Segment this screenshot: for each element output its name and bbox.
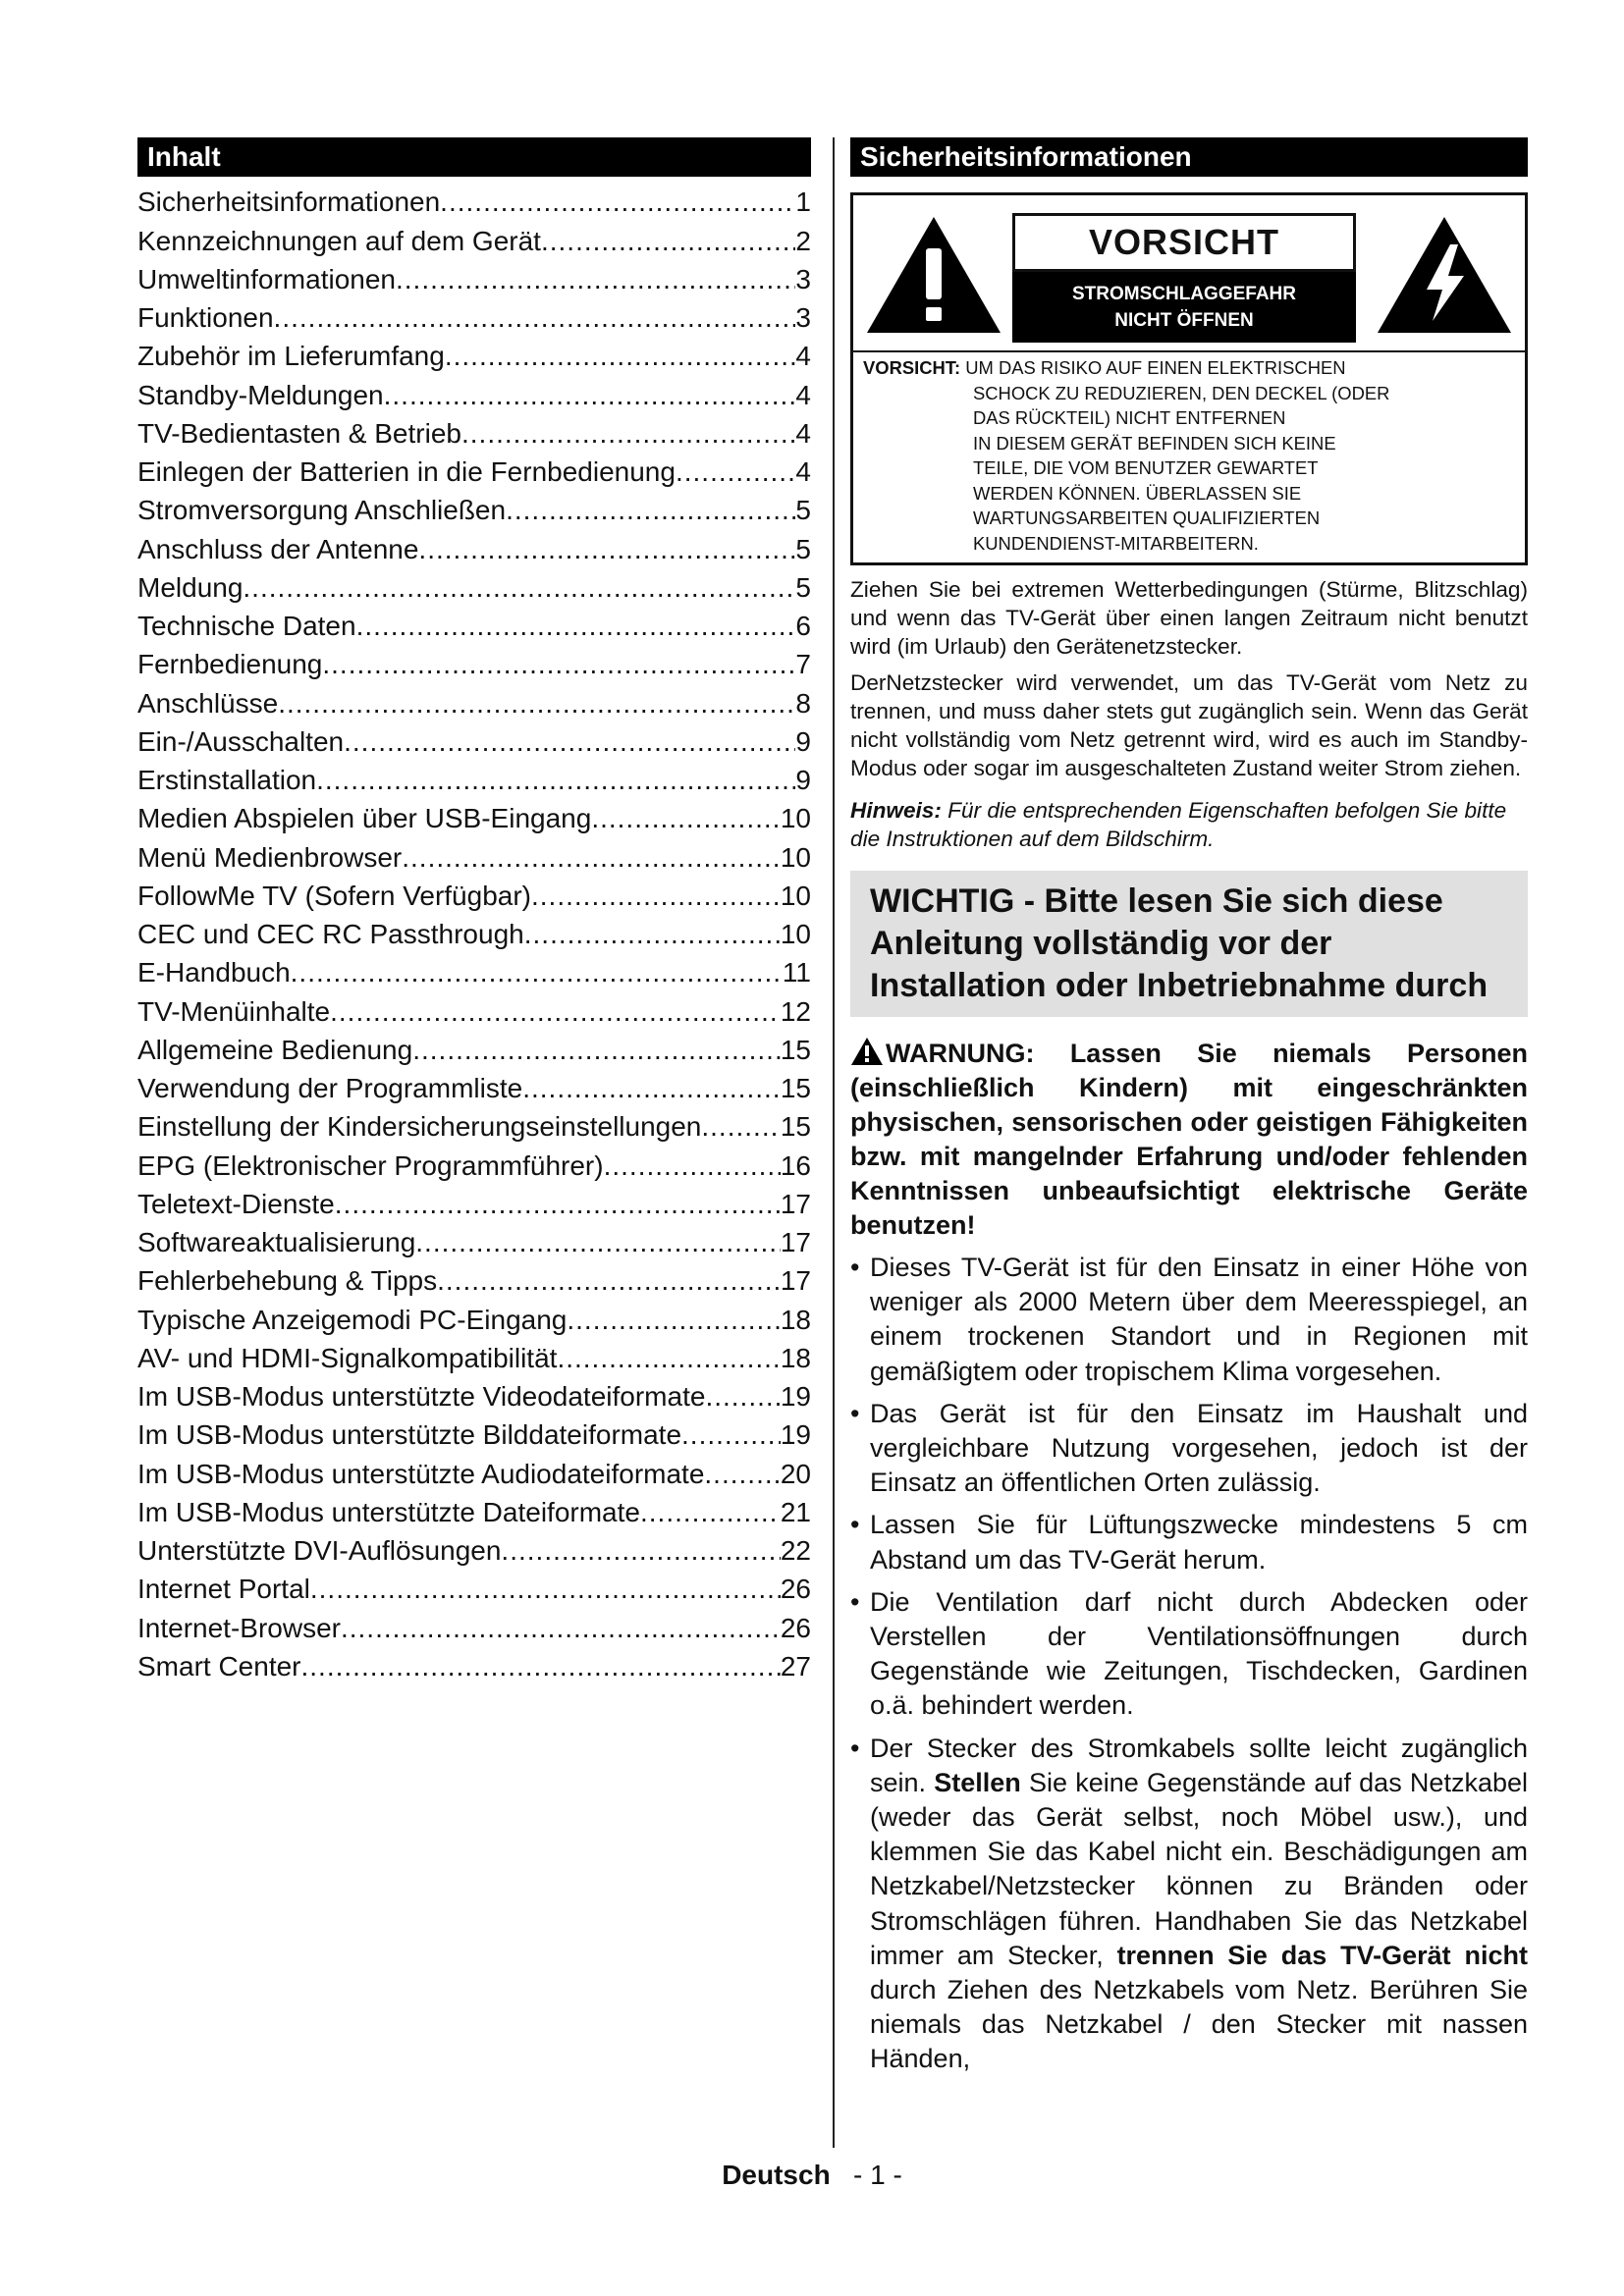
toc-entry [137,1261,811,1300]
toc-entry-title: Meldung [137,571,244,603]
toc-leader-dots [291,953,783,991]
toc-entry [137,1339,811,1377]
toc-entry [137,1107,811,1146]
toc-leader-dots [541,222,795,260]
toc-entry-title: E-Handbuch [137,957,291,988]
caution-sub-line2: NICHT ÖFFNEN [1114,310,1254,331]
caution-rule [853,350,1525,352]
toc-entry-title: Anschluss der Antenne [137,533,419,564]
toc-entry-title: Smart Center [137,1650,301,1682]
toc-entry [137,221,811,259]
footer-page-number: - 1 - [853,2160,902,2190]
toc-leader-dots [418,530,795,568]
toc-entry-page: 17 [780,1188,811,1219]
toc-entry [137,799,811,837]
bullet-text: Sie keine Gegenstände auf das Netzkabel (weder das Gerät selbst, noch Möbel usw.), und klemmen Sie das Kabel nicht ein. Beschädigungen am Netzkabel/Netzstecker können zu Bränden oder Stromschlägen führen. Handhaben Sie das Netzkabel immer am Stecker, [870,1767,1528,1970]
toc-entry-page: 3 [795,263,811,294]
toc-entry [137,722,811,761]
toc-leader-dots [356,607,796,645]
caution-line: SCHOCK ZU REDUZIEREN, DEN DECKEL (ODER [973,382,1390,403]
toc-entry-page: 5 [795,533,811,564]
safety-paragraph: Ziehen Sie bei extremen Wetterbedingungen (Stürme, Blitzschlag) und wenn das TV-Gerät über einen langen Zeitraum nicht benutzt wird (im Urlaub) den Gerätenetzstecker. [850,577,1528,659]
note [850,796,1528,853]
toc-leader-dots [701,1107,780,1146]
caution-line: TEILE, DIE VOM BENUTZER GEWARTET [973,457,1319,478]
toc-entry [137,991,811,1030]
toc-entry-title: Unterstützte DVI-Auflösungen [137,1535,502,1566]
toc-entry-page: 20 [780,1458,811,1489]
caution-title: VORSICHT [1012,213,1356,272]
toc-entry [137,375,811,413]
toc-entry [137,568,811,607]
toc-entry [137,915,811,953]
important-notice: WICHTIG - Bitte lesen Sie sich diese Anleitung vollständig vor der Installation oder Inbetriebnahme durch [850,871,1528,1017]
toc-entry [137,414,811,453]
toc-entry-title: CEC und CEC RC Passthrough [137,919,524,949]
toc-entry [137,260,811,298]
toc-entry-page: 4 [795,379,811,410]
toc-entry-page: 5 [795,571,811,603]
toc-leader-dots [531,877,781,915]
caution-box [850,192,1528,565]
toc-entry [137,1377,811,1415]
toc-entry-title: EPG (Elektronischer Programmführer) [137,1149,604,1181]
toc-entry-page: 6 [795,611,811,641]
safety-paragraph: DerNetzstecker wird verwendet, um das TV-Gerät vom Netz zu trennen, und muss daher stets gut zugänglich sein. Wenn das Gerät nicht vollständig vom Netz getrennt wird, wird es auch im Standby-Modus oder sogar im ausgeschalteten Zustand weiter Strom ziehen. [850,670,1528,780]
toc-entry-title: Technische Daten [137,611,356,641]
caution-line: KUNDENDIENST-MITARBEITERN. [973,532,1259,554]
toc-entry [137,607,811,645]
toc-entry-title: Einlegen der Batterien in die Fernbedienung [137,456,676,487]
toc-entry-page: 10 [780,880,811,911]
toc-entry [137,453,811,491]
toc-entry [137,1223,811,1261]
toc-entry-title: TV-Menüinhalte [137,995,331,1027]
toc-entry-title: Erstinstallation [137,765,317,795]
toc-column [137,137,811,1685]
toc-entry-title: FollowMe TV (Sofern Verfügbar) [137,880,531,911]
toc-entry-title: Typische Anzeigemodi PC-Eingang [137,1304,568,1335]
note-label: Hinweis: [850,798,942,823]
toc-leader-dots [461,414,795,453]
toc-entry-title: Softwareaktualisierung [137,1227,416,1257]
toc-entry-page: 17 [780,1227,811,1257]
toc-leader-dots [445,337,796,375]
safety-bullets [850,1251,1528,2077]
toc-entry-title: Teletext-Dienste [137,1188,335,1219]
toc-leader-dots [335,1185,781,1223]
toc-entry [137,1531,811,1570]
toc-entry-page: 8 [795,687,811,719]
caution-sub-line1: STROMSCHLAGGEFAHR [1072,284,1296,304]
toc-entry-page: 10 [780,803,811,834]
toc-leader-dots [402,838,781,877]
caution-line: IN DIESEM GERÄT BEFINDEN SICH KEINE [973,432,1336,454]
toc-entry-title: Anschlüsse [137,687,279,719]
column-divider [833,137,835,2148]
toc-leader-dots [704,1455,780,1493]
toc-entry-title: Fernbedienung [137,649,323,680]
toc-entry [137,1608,811,1646]
toc-entry-page: 10 [780,919,811,949]
exclamation-warning-icon [865,215,1002,335]
bullet-bold-text: trennen Sie das TV-Gerät nicht [1116,1940,1528,1970]
toc-entry-page: 19 [780,1381,811,1412]
toc-entry-title: Zubehör im Lieferumfang [137,341,445,372]
toc-entry-title: Stromversorgung Anschließen [137,495,507,526]
toc-entry [137,1647,811,1685]
toc-leader-dots [344,722,795,761]
toc-entry-page: 27 [780,1650,811,1682]
safety-column [850,137,1528,2085]
toc-leader-dots [440,183,795,221]
toc-entry-page: 11 [782,957,811,988]
page-footer [0,2156,1624,2195]
safety-header: Sicherheitsinformationen [850,137,1528,177]
toc-entry-page: 7 [795,649,811,680]
toc-entry [137,837,811,876]
footer-language: Deutsch [722,2160,831,2190]
toc-leader-dots [322,645,795,683]
toc-leader-dots [415,1223,781,1261]
toc-entry-page: 15 [780,1073,811,1103]
toc-entry-title: Umweltinformationen [137,263,396,294]
toc-entry-page: 1 [795,187,811,218]
toc-entry [137,1300,811,1338]
toc-entry-title: Im USB-Modus unterstützte Bilddateiformate [137,1419,682,1451]
toc-leader-dots [506,491,795,529]
toc-entry-title: AV- und HDMI-Signalkompatibilität [137,1342,558,1373]
warning-text: WARNUNG: Lassen Sie niemals Personen (einschließlich Kindern) mit eingeschränkten physischen, sensorischen oder geistigen Fähigkeiten bzw. mit mangelnder Erfahrung und/oder fehlenden Kenntnissen unbeaufsichtigt elektrische Geräte benutzen! [850,1039,1528,1240]
toc-entry [137,953,811,991]
toc-entry [137,1493,811,1531]
toc-leader-dots [604,1147,781,1185]
toc-leader-dots [310,1570,781,1608]
toc-entry-page: 9 [795,725,811,757]
caution-line: UM DAS RISIKO AUF EINEN ELEKTRISCHEN [965,357,1346,378]
toc-entry-page: 4 [795,417,811,449]
toc-leader-dots [567,1301,780,1339]
toc-list [137,183,811,1685]
caution-line: DAS RÜCKTEIL) NICHT ENTFERNEN [973,407,1286,428]
toc-entry [137,298,811,337]
warning-triangle-icon [850,1037,884,1066]
caution-text [863,355,1515,556]
toc-entry-title: Ein-/Ausschalten [137,725,345,757]
toc-entry-title: Im USB-Modus unterstützte Dateiformate [137,1496,640,1527]
caution-label [1012,213,1356,343]
toc-leader-dots [557,1339,780,1377]
toc-entry [137,761,811,799]
toc-entry-title: Fehlerbehebung & Tipps [137,1265,438,1297]
toc-entry-title: Verwendung der Programmliste [137,1073,523,1103]
toc-entry-title: Im USB-Modus unterstützte Videodateiformate [137,1381,706,1412]
warning-block [850,1037,1528,1243]
caution-line: WERDEN KÖNNEN. ÜBERLASSEN SIE [973,482,1302,504]
bullet-item: • Dieses TV-Gerät ist für den Einsatz in einer Höhe von weniger als 2000 Metern über dem Meeresspiegel, an einem trockenen Standort und in Regionen mit gemäßigtem oder tropischem Klima vorgesehen. [850,1251,1528,1389]
toc-entry-page: 18 [780,1342,811,1373]
toc-entry [137,1069,811,1107]
toc-entry-page: 15 [780,1034,811,1065]
toc-leader-dots [301,1647,781,1685]
toc-header: Inhalt [137,137,811,177]
toc-entry-page: 15 [780,1111,811,1143]
bullet-item: • Lassen Sie für Lüftungszwecke mindestens 5 cm Abstand um das TV-Gerät herum. [850,1508,1528,1576]
toc-entry-page: 26 [780,1574,811,1605]
toc-entry-page: 16 [780,1149,811,1181]
toc-entry-page: 17 [780,1265,811,1297]
toc-entry-title: Menü Medienbrowser [137,841,403,873]
toc-entry-title: Allgemeine Bedienung [137,1034,413,1065]
toc-entry [137,1146,811,1184]
toc-leader-dots [278,684,795,722]
bullet-text: Der Stecker des Stromkabels sollte leicht zugänglich sein. [870,1733,1528,1797]
toc-leader-dots [316,761,795,799]
toc-entry-page: 2 [795,225,811,256]
toc-leader-dots [640,1493,781,1531]
toc-entry [137,491,811,529]
toc-leader-dots [341,1609,781,1647]
toc-leader-dots [396,260,795,298]
toc-entry [137,877,811,915]
toc-entry-page: 18 [780,1304,811,1335]
toc-entry-title: Funktionen [137,302,274,333]
toc-entry [137,183,811,221]
toc-leader-dots [705,1377,780,1415]
toc-leader-dots [522,1069,781,1107]
note-text: Für die entsprechenden Eigenschaften befolgen Sie bitte die Instruktionen auf dem Bildschirm. [850,798,1507,851]
toc-leader-dots [524,915,781,953]
toc-entry [137,337,811,375]
toc-leader-dots [412,1031,781,1069]
toc-entry [137,683,811,721]
toc-entry-page: 19 [780,1419,811,1451]
toc-entry [137,529,811,567]
toc-entry-page: 9 [795,765,811,795]
toc-entry [137,1185,811,1223]
toc-entry-page: 4 [795,341,811,372]
toc-leader-dots [681,1415,781,1454]
toc-entry [137,1415,811,1454]
toc-entry-title: Sicherheitsinformationen [137,187,441,218]
toc-leader-dots [330,992,781,1031]
caution-subtitle [1012,272,1356,343]
toc-entry-page: 4 [795,456,811,487]
toc-entry [137,645,811,683]
caution-line: WARTUNGSARBEITEN QUALIFIZIERTEN [973,507,1321,528]
bullet-bold-text: Stellen [934,1767,1021,1797]
toc-entry-page: 22 [780,1535,811,1566]
toc-leader-dots [274,298,796,337]
bullet-item: • Die Ventilation darf nicht durch Abdecken oder Verstellen der Ventilationsöffnungen durch Gegenstände wie Zeitungen, Tischdecken, Gardinen o.ä. behindert werden. [850,1585,1528,1724]
toc-entry-page: 26 [780,1612,811,1643]
toc-leader-dots [437,1261,781,1300]
bullet-text: durch Ziehen des Netzkabels vom Netz. Berühren Sie niemals das Netzkabel / den Stecker mit nassen Händen, [870,1975,1528,2074]
toc-entry-title: Einstellung der Kindersicherungseinstellungen [137,1111,702,1143]
toc-entry-page: 3 [795,302,811,333]
toc-entry-title: Kennzeichnungen auf dem Gerät [137,225,541,256]
toc-entry [137,1454,811,1492]
toc-leader-dots [501,1531,780,1570]
lightning-bolt-warning-icon [1376,215,1513,335]
bullet-item-power-cable [850,1732,1528,2077]
caution-lead: VORSICHT: [863,357,961,378]
bullet-item: • Das Gerät ist für den Einsatz im Haushalt und vergleichbare Nutzung vorgesehen, jedoch ist der Einsatz an öffentlichen Orten zulässig. [850,1397,1528,1501]
toc-entry-page: 21 [780,1496,811,1527]
toc-entry-page: 5 [795,495,811,526]
toc-leader-dots [591,799,781,837]
toc-leader-dots [243,568,795,607]
toc-entry-title: Internet Portal [137,1574,310,1605]
toc-entry [137,1570,811,1608]
toc-entry-page: 12 [780,995,811,1027]
toc-entry-title: TV-Bedientasten & Betrieb [137,417,461,449]
toc-entry-page: 10 [780,841,811,873]
toc-entry [137,1031,811,1069]
toc-entry-title: Im USB-Modus unterstützte Audiodateiformate [137,1458,705,1489]
toc-leader-dots [676,453,795,491]
toc-entry-title: Standby-Meldungen [137,379,384,410]
toc-entry-title: Internet-Browser [137,1612,341,1643]
toc-leader-dots [384,376,796,414]
toc-entry-title: Medien Abspielen über USB-Eingang [137,803,592,834]
